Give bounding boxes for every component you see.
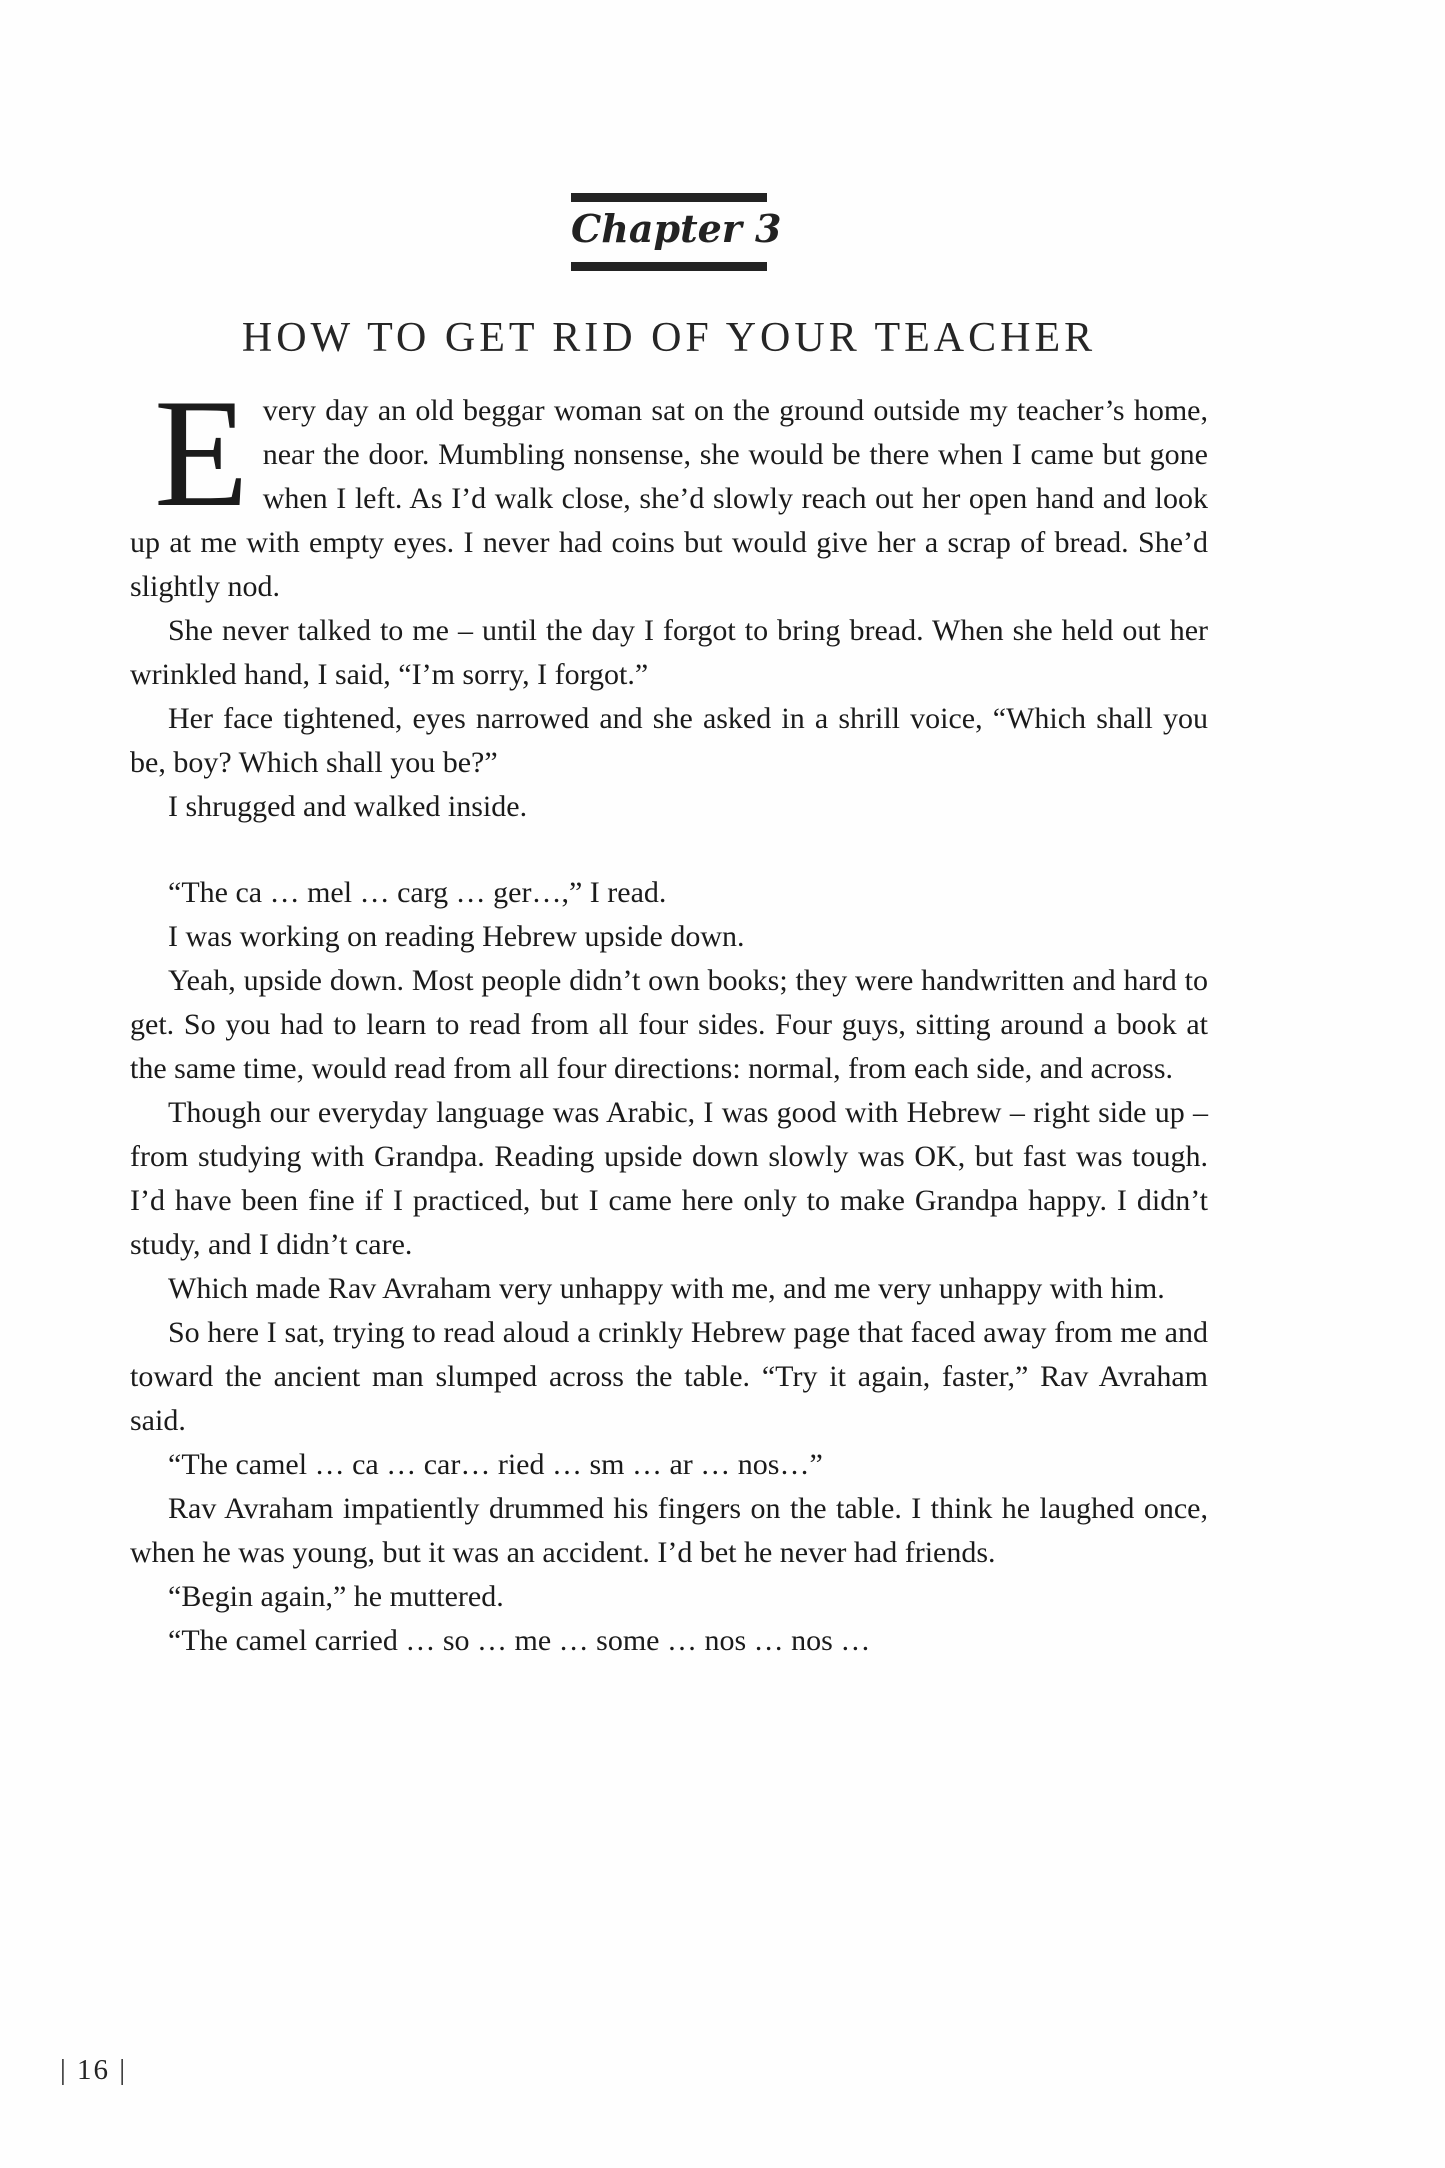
paragraph: “Begin again,” he muttered. (168, 1580, 504, 1613)
page-number: | 16 | (60, 2054, 128, 2086)
paragraph: I shrugged and walked inside. (168, 790, 528, 823)
paragraph: Which made Rav Avraham very unhappy with me, and me very unhappy with him. (168, 1272, 1165, 1305)
chapter-title: HOW TO GET RID OF YOUR TEACHER (241, 315, 1097, 361)
paragraph: Her face tightened, eyes narrowed and she asked in a shrill voice, “Which shall you be, boy? Which shall you be?” (130, 702, 1208, 779)
paragraph: I was working on reading Hebrew upside down. (168, 920, 745, 953)
paragraph: Every day an old beggar woman sat on the ground outside my teacher’s home, near the door. Mumbling nonsense, she would be there when I came but gone when I left. As I’d walk close, she’d slowly reach out her open hand and look up at me with empty eyes. I never had coins but would give her a scrap of bread. She’d slightly nod. (130, 367, 1208, 603)
drop-cap-letter: E (154, 367, 249, 539)
chapter-label: Chapter 3 (571, 206, 782, 251)
paragraph: “The camel carried … so … me … some … nos … nos … (168, 1624, 871, 1657)
body-text (130, 367, 1208, 1663)
paragraph: Yeah, upside down. Most people didn’t own books; they were handwritten and hard to get. So you had to learn to read from all four sides. Four guys, sitting around a book at the same time, would read from all four directions: normal, from each side, and across. (130, 964, 1208, 1085)
chapter-heading (571, 193, 782, 271)
paragraph: “The ca … mel … carg … ger…,” I read. (168, 876, 667, 909)
paragraph: So here I sat, trying to read aloud a crinkly Hebrew page that faced away from me and toward the ancient man slumped across the table. “Try it again, faster,” Rav Avraham said. (130, 1316, 1208, 1437)
paragraph: Though our everyday language was Arabic, I was good with Hebrew – right side up – from studying with Grandpa. Reading upside down slowly was OK, but fast was tough. I’d have been fine if I practiced, but I came here only to make Grandpa happy. I didn’t study, and I didn’t care. (130, 1096, 1208, 1261)
paragraph: “The camel … ca … car… ried … sm … ar … nos…” (168, 1448, 823, 1481)
paragraph: She never talked to me – until the day I forgot to bring bread. When she held out her wrinkled hand, I said, “I’m sorry, I forgot.” (130, 614, 1208, 691)
text-column (130, 0, 1208, 1663)
paragraph: Rav Avraham impatiently drummed his fingers on the table. I think he laughed once, when he was young, but it was an accident. I’d bet he never had friends. (130, 1492, 1208, 1569)
